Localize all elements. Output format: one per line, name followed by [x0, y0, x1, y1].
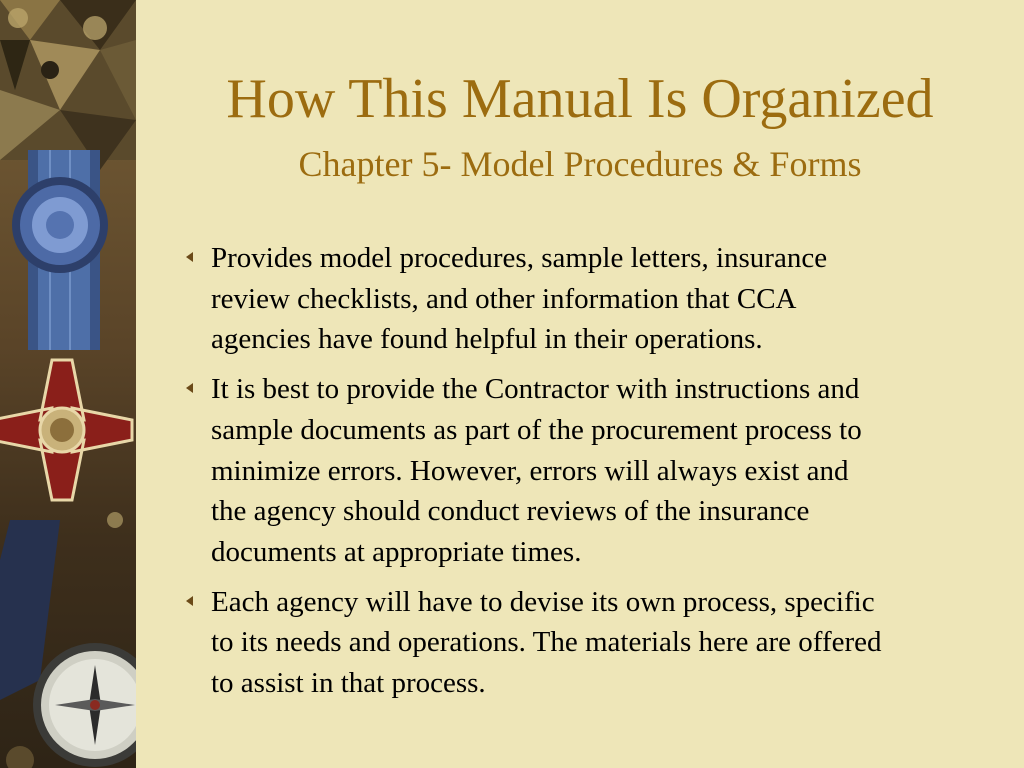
bullet-item	[182, 238, 1014, 360]
bullet-text-line: the agency should conduct reviews of the insurance	[211, 495, 810, 528]
slide-title: How This Manual Is Organized	[226, 68, 934, 130]
left-triangle-bullet-icon	[186, 252, 193, 262]
bullet-text-line: Each agency will have to devise its own process, specific	[211, 585, 875, 618]
bullet-text-line: sample documents as part of the procurement process to	[211, 413, 862, 446]
left-triangle-bullet-icon	[186, 383, 193, 393]
bullet-text-line: to assist in that process.	[211, 667, 486, 700]
bullet-text-line: It is best to provide the Contractor with instructions and	[211, 373, 860, 406]
slide-subtitle: Chapter 5- Model Procedures & Forms	[298, 144, 862, 184]
bullet-text-line: Provides model procedures, sample letters, insurance	[211, 242, 828, 274]
bullet-item	[182, 369, 1014, 573]
bullet-text-line: review checklists, and other information that CCA	[211, 282, 797, 315]
bullet-text-line: minimize errors. However, errors will always exist and	[211, 454, 849, 487]
medal-compass-illustration	[0, 0, 136, 768]
bullet-item	[182, 582, 1014, 704]
left-triangle-bullet-icon	[186, 596, 193, 606]
bullet-text-line: agencies have found helpful in their operations.	[211, 323, 763, 356]
decorative-side-image	[0, 0, 136, 768]
bullet-text-line: to its needs and operations. The materials here are offered	[211, 626, 882, 659]
bullet-text-line: documents at appropriate times.	[211, 535, 582, 568]
bullet-list	[182, 238, 1014, 713]
